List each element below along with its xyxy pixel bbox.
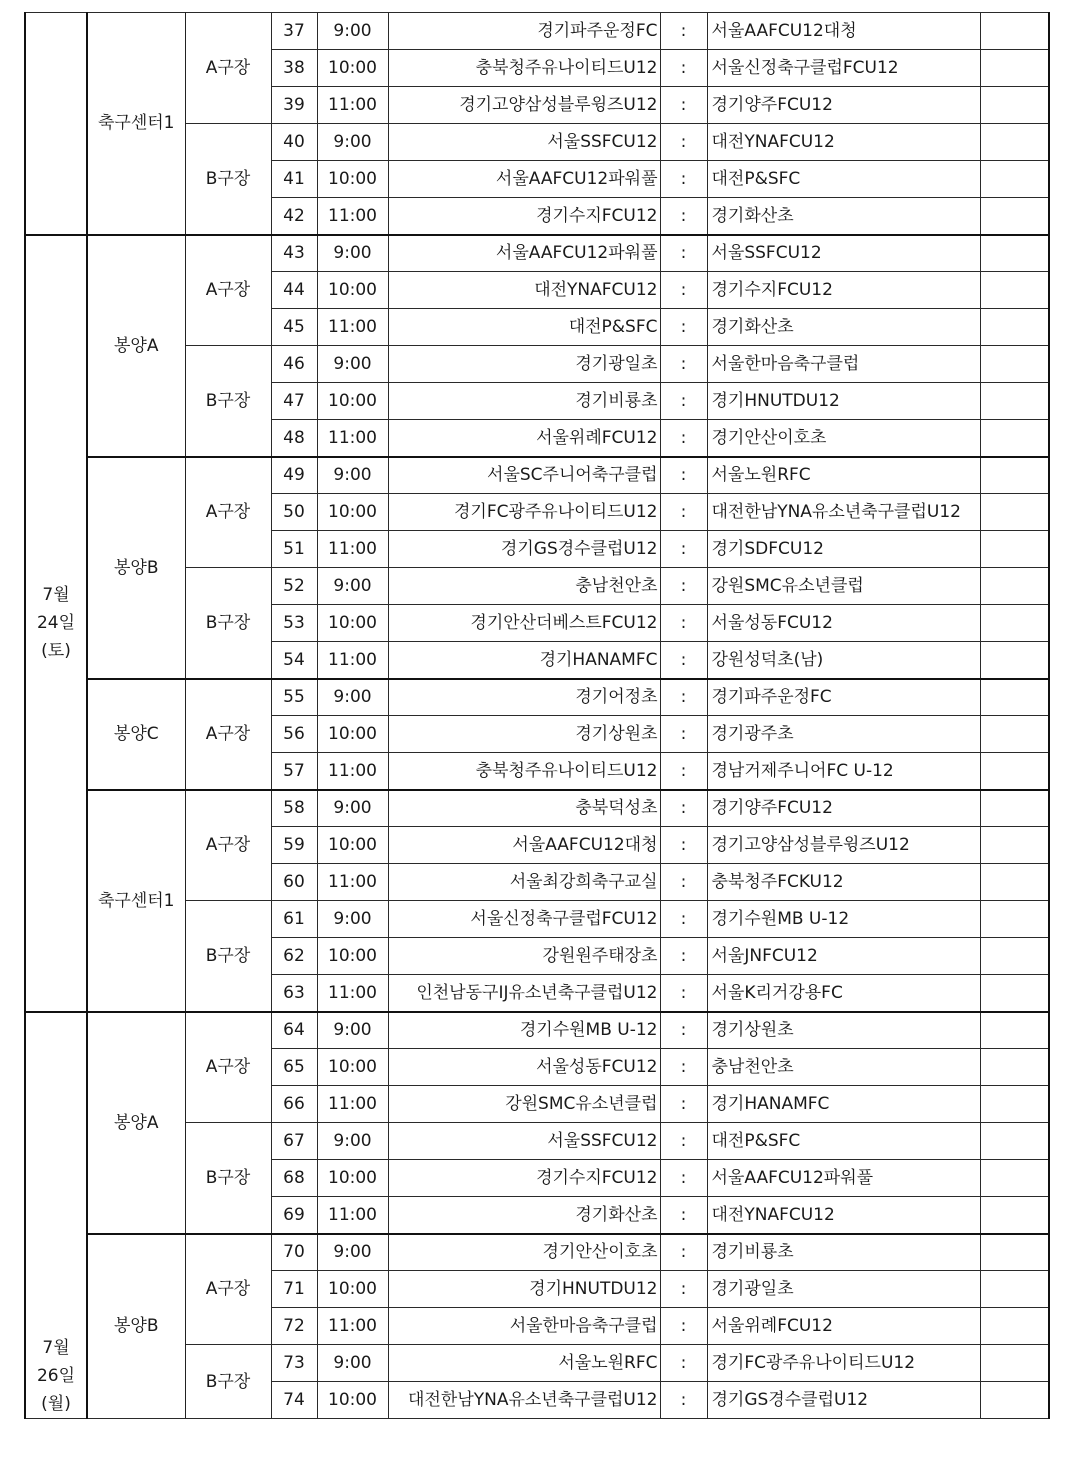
home-team-cell: 서울AAFCU12파워풀 <box>388 161 660 198</box>
time-cell: 9:00 <box>317 13 388 50</box>
time-cell: 9:00 <box>317 235 388 272</box>
time-cell: 10:00 <box>317 605 388 642</box>
away-team-cell: 경기비룡초 <box>707 1234 980 1271</box>
match-number-cell: 71 <box>271 1271 317 1308</box>
score-separator-cell: : <box>660 272 707 309</box>
blank-cell <box>980 87 1049 124</box>
blank-cell <box>980 383 1049 420</box>
home-team-cell: 서울성동FCU12 <box>388 1049 660 1086</box>
away-team-cell: 대전YNAFCU12 <box>707 124 980 161</box>
away-team-cell: 대전P&SFC <box>707 161 980 198</box>
time-cell: 11:00 <box>317 864 388 901</box>
blank-cell <box>980 790 1049 827</box>
score-separator-cell: : <box>660 1160 707 1197</box>
date-cell: 7월 24일 (토) <box>25 235 87 1012</box>
venue-cell: 봉양C <box>87 679 185 790</box>
field-cell: B구장 <box>185 124 271 235</box>
venue-cell: 봉양B <box>87 457 185 679</box>
blank-cell <box>980 50 1049 87</box>
match-number-cell: 47 <box>271 383 317 420</box>
score-separator-cell: : <box>660 383 707 420</box>
away-team-cell: 서울성동FCU12 <box>707 605 980 642</box>
match-number-cell: 39 <box>271 87 317 124</box>
field-cell: A구장 <box>185 1234 271 1345</box>
home-team-cell: 경기고양삼성블루윙즈U12 <box>388 87 660 124</box>
blank-cell <box>980 568 1049 605</box>
home-team-cell: 서울SSFCU12 <box>388 1123 660 1160</box>
match-number-cell: 44 <box>271 272 317 309</box>
field-cell: A구장 <box>185 1012 271 1123</box>
blank-cell <box>980 1049 1049 1086</box>
score-separator-cell: : <box>660 1086 707 1123</box>
time-cell: 11:00 <box>317 753 388 790</box>
venue-cell: 봉양A <box>87 235 185 457</box>
venue-cell: 봉양B <box>87 1234 185 1419</box>
score-separator-cell: : <box>660 975 707 1012</box>
time-cell: 11:00 <box>317 420 388 457</box>
table-row <box>25 13 1049 50</box>
time-cell: 9:00 <box>317 1234 388 1271</box>
score-separator-cell: : <box>660 235 707 272</box>
home-team-cell: 경기어정초 <box>388 679 660 716</box>
field-cell: A구장 <box>185 13 271 124</box>
match-number-cell: 40 <box>271 124 317 161</box>
match-number-cell: 45 <box>271 309 317 346</box>
match-number-cell: 55 <box>271 679 317 716</box>
home-team-cell: 강원SMC유소년클럽 <box>388 1086 660 1123</box>
away-team-cell: 충남천안초 <box>707 1049 980 1086</box>
away-team-cell: 서울위례FCU12 <box>707 1308 980 1345</box>
match-number-cell: 54 <box>271 642 317 679</box>
field-cell: B구장 <box>185 1345 271 1419</box>
match-number-cell: 42 <box>271 198 317 235</box>
home-team-cell: 경기FC광주유나이티드U12 <box>388 494 660 531</box>
blank-cell <box>980 1012 1049 1049</box>
score-separator-cell: : <box>660 494 707 531</box>
away-team-cell: 경기양주FCU12 <box>707 87 980 124</box>
away-team-cell: 서울AAFCU12대청 <box>707 13 980 50</box>
away-team-cell: 경기FC광주유나이티드U12 <box>707 1345 980 1382</box>
score-separator-cell: : <box>660 1271 707 1308</box>
match-number-cell: 73 <box>271 1345 317 1382</box>
away-team-cell: 경기광일초 <box>707 1271 980 1308</box>
schedule-body <box>25 13 1049 1419</box>
away-team-cell: 경기SDFCU12 <box>707 531 980 568</box>
match-number-cell: 48 <box>271 420 317 457</box>
home-team-cell: 경기상원초 <box>388 716 660 753</box>
time-cell: 11:00 <box>317 642 388 679</box>
match-number-cell: 50 <box>271 494 317 531</box>
away-team-cell: 서울한마음축구클럽 <box>707 346 980 383</box>
table-row <box>25 1234 1049 1271</box>
time-cell: 9:00 <box>317 790 388 827</box>
home-team-cell: 경기수지FCU12 <box>388 198 660 235</box>
away-team-cell: 서울K리거강용FC <box>707 975 980 1012</box>
blank-cell <box>980 13 1049 50</box>
away-team-cell: 서울JNFCU12 <box>707 938 980 975</box>
field-cell: B구장 <box>185 1123 271 1234</box>
score-separator-cell: : <box>660 50 707 87</box>
time-cell: 9:00 <box>317 1345 388 1382</box>
match-number-cell: 51 <box>271 531 317 568</box>
away-team-cell: 경기광주초 <box>707 716 980 753</box>
time-cell: 11:00 <box>317 531 388 568</box>
blank-cell <box>980 457 1049 494</box>
match-number-cell: 62 <box>271 938 317 975</box>
blank-cell <box>980 605 1049 642</box>
blank-cell <box>980 531 1049 568</box>
score-separator-cell: : <box>660 716 707 753</box>
blank-cell <box>980 1382 1049 1419</box>
time-cell: 11:00 <box>317 309 388 346</box>
match-number-cell: 63 <box>271 975 317 1012</box>
field-cell: A구장 <box>185 790 271 901</box>
away-team-cell: 대전P&SFC <box>707 1123 980 1160</box>
blank-cell <box>980 1123 1049 1160</box>
score-separator-cell: : <box>660 87 707 124</box>
date-cell <box>25 13 87 235</box>
table-row <box>25 235 1049 272</box>
time-cell: 11:00 <box>317 975 388 1012</box>
time-cell: 11:00 <box>317 87 388 124</box>
match-number-cell: 53 <box>271 605 317 642</box>
time-cell: 11:00 <box>317 1086 388 1123</box>
blank-cell <box>980 1308 1049 1345</box>
score-separator-cell: : <box>660 1345 707 1382</box>
away-team-cell: 경남거제주니어FC U-12 <box>707 753 980 790</box>
away-team-cell: 경기파주운정FC <box>707 679 980 716</box>
match-number-cell: 38 <box>271 50 317 87</box>
score-separator-cell: : <box>660 1049 707 1086</box>
score-separator-cell: : <box>660 346 707 383</box>
time-cell: 9:00 <box>317 1123 388 1160</box>
date-cell: 7월 26일 (월) <box>25 1012 87 1419</box>
home-team-cell: 대전YNAFCU12 <box>388 272 660 309</box>
away-team-cell: 경기화산초 <box>707 198 980 235</box>
home-team-cell: 충북청주유나이티드U12 <box>388 753 660 790</box>
blank-cell <box>980 1160 1049 1197</box>
home-team-cell: 서울SSFCU12 <box>388 124 660 161</box>
away-team-cell: 경기수원MB U-12 <box>707 901 980 938</box>
time-cell: 10:00 <box>317 1049 388 1086</box>
table-row <box>25 457 1049 494</box>
blank-cell <box>980 938 1049 975</box>
home-team-cell: 서울위례FCU12 <box>388 420 660 457</box>
home-team-cell: 경기수원MB U-12 <box>388 1012 660 1049</box>
score-separator-cell: : <box>660 901 707 938</box>
away-team-cell: 서울SSFCU12 <box>707 235 980 272</box>
home-team-cell: 대전P&SFC <box>388 309 660 346</box>
table-row <box>25 679 1049 716</box>
home-team-cell: 경기화산초 <box>388 1197 660 1234</box>
blank-cell <box>980 124 1049 161</box>
match-number-cell: 65 <box>271 1049 317 1086</box>
match-number-cell: 61 <box>271 901 317 938</box>
time-cell: 9:00 <box>317 679 388 716</box>
score-separator-cell: : <box>660 605 707 642</box>
time-cell: 10:00 <box>317 1160 388 1197</box>
score-separator-cell: : <box>660 568 707 605</box>
home-team-cell: 서울신정축구클럽FCU12 <box>388 901 660 938</box>
table-row <box>25 790 1049 827</box>
match-number-cell: 49 <box>271 457 317 494</box>
away-team-cell: 서울AAFCU12파워풀 <box>707 1160 980 1197</box>
score-separator-cell: : <box>660 1123 707 1160</box>
blank-cell <box>980 1197 1049 1234</box>
score-separator-cell: : <box>660 1308 707 1345</box>
field-cell: A구장 <box>185 457 271 568</box>
score-separator-cell: : <box>660 124 707 161</box>
field-cell: B구장 <box>185 568 271 679</box>
score-separator-cell: : <box>660 864 707 901</box>
time-cell: 9:00 <box>317 568 388 605</box>
blank-cell <box>980 716 1049 753</box>
match-number-cell: 67 <box>271 1123 317 1160</box>
home-team-cell: 경기안산더베스트FCU12 <box>388 605 660 642</box>
time-cell: 9:00 <box>317 457 388 494</box>
match-number-cell: 59 <box>271 827 317 864</box>
away-team-cell: 대전한남YNA유소년축구클럽U12 <box>707 494 980 531</box>
score-separator-cell: : <box>660 161 707 198</box>
away-team-cell: 경기화산초 <box>707 309 980 346</box>
match-number-cell: 72 <box>271 1308 317 1345</box>
blank-cell <box>980 1345 1049 1382</box>
match-number-cell: 37 <box>271 13 317 50</box>
score-separator-cell: : <box>660 1012 707 1049</box>
time-cell: 10:00 <box>317 494 388 531</box>
table-row <box>25 1012 1049 1049</box>
away-team-cell: 강원성덕초(남) <box>707 642 980 679</box>
venue-cell: 축구센터1 <box>87 13 185 235</box>
time-cell: 9:00 <box>317 901 388 938</box>
score-separator-cell: : <box>660 309 707 346</box>
score-separator-cell: : <box>660 1197 707 1234</box>
score-separator-cell: : <box>660 753 707 790</box>
match-number-cell: 66 <box>271 1086 317 1123</box>
time-cell: 10:00 <box>317 272 388 309</box>
time-cell: 11:00 <box>317 1308 388 1345</box>
match-number-cell: 52 <box>271 568 317 605</box>
home-team-cell: 강원원주태장초 <box>388 938 660 975</box>
time-cell: 10:00 <box>317 383 388 420</box>
blank-cell <box>980 420 1049 457</box>
blank-cell <box>980 235 1049 272</box>
time-cell: 9:00 <box>317 1012 388 1049</box>
time-cell: 10:00 <box>317 1271 388 1308</box>
blank-cell <box>980 1271 1049 1308</box>
blank-cell <box>980 901 1049 938</box>
home-team-cell: 대전한남YNA유소년축구클럽U12 <box>388 1382 660 1419</box>
score-separator-cell: : <box>660 790 707 827</box>
time-cell: 11:00 <box>317 1197 388 1234</box>
score-separator-cell: : <box>660 679 707 716</box>
venue-cell: 봉양A <box>87 1012 185 1234</box>
match-number-cell: 70 <box>271 1234 317 1271</box>
time-cell: 11:00 <box>317 198 388 235</box>
match-number-cell: 43 <box>271 235 317 272</box>
blank-cell <box>980 975 1049 1012</box>
home-team-cell: 충북덕성초 <box>388 790 660 827</box>
home-team-cell: 충남천안초 <box>388 568 660 605</box>
away-team-cell: 대전YNAFCU12 <box>707 1197 980 1234</box>
time-cell: 9:00 <box>317 124 388 161</box>
home-team-cell: 경기GS경수클럽U12 <box>388 531 660 568</box>
score-separator-cell: : <box>660 1234 707 1271</box>
blank-cell <box>980 827 1049 864</box>
match-number-cell: 46 <box>271 346 317 383</box>
match-number-cell: 58 <box>271 790 317 827</box>
blank-cell <box>980 272 1049 309</box>
time-cell: 10:00 <box>317 1382 388 1419</box>
home-team-cell: 경기HNUTDU12 <box>388 1271 660 1308</box>
score-separator-cell: : <box>660 420 707 457</box>
away-team-cell: 경기수지FCU12 <box>707 272 980 309</box>
match-number-cell: 60 <box>271 864 317 901</box>
blank-cell <box>980 679 1049 716</box>
blank-cell <box>980 642 1049 679</box>
away-team-cell: 경기고양삼성블루윙즈U12 <box>707 827 980 864</box>
score-separator-cell: : <box>660 198 707 235</box>
away-team-cell: 경기GS경수클럽U12 <box>707 1382 980 1419</box>
away-team-cell: 강원SMC유소년클럽 <box>707 568 980 605</box>
home-team-cell: 경기수지FCU12 <box>388 1160 660 1197</box>
blank-cell <box>980 494 1049 531</box>
blank-cell <box>980 753 1049 790</box>
blank-cell <box>980 1234 1049 1271</box>
away-team-cell: 경기양주FCU12 <box>707 790 980 827</box>
home-team-cell: 서울최강희축구교실 <box>388 864 660 901</box>
match-number-cell: 69 <box>271 1197 317 1234</box>
away-team-cell: 충북청주FCKU12 <box>707 864 980 901</box>
blank-cell <box>980 346 1049 383</box>
home-team-cell: 경기HANAMFC <box>388 642 660 679</box>
blank-cell <box>980 309 1049 346</box>
score-separator-cell: : <box>660 827 707 864</box>
home-team-cell: 경기광일초 <box>388 346 660 383</box>
home-team-cell: 충북청주유나이티드U12 <box>388 50 660 87</box>
home-team-cell: 경기안산이호초 <box>388 1234 660 1271</box>
blank-cell <box>980 161 1049 198</box>
blank-cell <box>980 198 1049 235</box>
home-team-cell: 서울AAFCU12파워풀 <box>388 235 660 272</box>
match-number-cell: 68 <box>271 1160 317 1197</box>
match-number-cell: 41 <box>271 161 317 198</box>
score-separator-cell: : <box>660 457 707 494</box>
time-cell: 10:00 <box>317 716 388 753</box>
score-separator-cell: : <box>660 531 707 568</box>
match-schedule-table <box>24 12 1050 1419</box>
score-separator-cell: : <box>660 642 707 679</box>
venue-cell: 축구센터1 <box>87 790 185 1012</box>
match-number-cell: 74 <box>271 1382 317 1419</box>
field-cell: A구장 <box>185 679 271 790</box>
home-team-cell: 경기비룡초 <box>388 383 660 420</box>
home-team-cell: 서울SC주니어축구클럽 <box>388 457 660 494</box>
home-team-cell: 인천남동구IJ유소년축구클럽U12 <box>388 975 660 1012</box>
home-team-cell: 서울노원RFC <box>388 1345 660 1382</box>
time-cell: 10:00 <box>317 827 388 864</box>
away-team-cell: 경기HNUTDU12 <box>707 383 980 420</box>
field-cell: A구장 <box>185 235 271 346</box>
away-team-cell: 경기상원초 <box>707 1012 980 1049</box>
score-separator-cell: : <box>660 13 707 50</box>
match-number-cell: 56 <box>271 716 317 753</box>
time-cell: 10:00 <box>317 938 388 975</box>
away-team-cell: 서울신정축구클럽FCU12 <box>707 50 980 87</box>
time-cell: 9:00 <box>317 346 388 383</box>
match-number-cell: 57 <box>271 753 317 790</box>
away-team-cell: 경기안산이호초 <box>707 420 980 457</box>
home-team-cell: 서울한마음축구클럽 <box>388 1308 660 1345</box>
time-cell: 10:00 <box>317 50 388 87</box>
away-team-cell: 경기HANAMFC <box>707 1086 980 1123</box>
match-number-cell: 64 <box>271 1012 317 1049</box>
field-cell: B구장 <box>185 346 271 457</box>
blank-cell <box>980 1086 1049 1123</box>
blank-cell <box>980 864 1049 901</box>
score-separator-cell: : <box>660 938 707 975</box>
home-team-cell: 경기파주운정FC <box>388 13 660 50</box>
score-separator-cell: : <box>660 1382 707 1419</box>
time-cell: 10:00 <box>317 161 388 198</box>
away-team-cell: 서울노원RFC <box>707 457 980 494</box>
home-team-cell: 서울AAFCU12대청 <box>388 827 660 864</box>
field-cell: B구장 <box>185 901 271 1012</box>
